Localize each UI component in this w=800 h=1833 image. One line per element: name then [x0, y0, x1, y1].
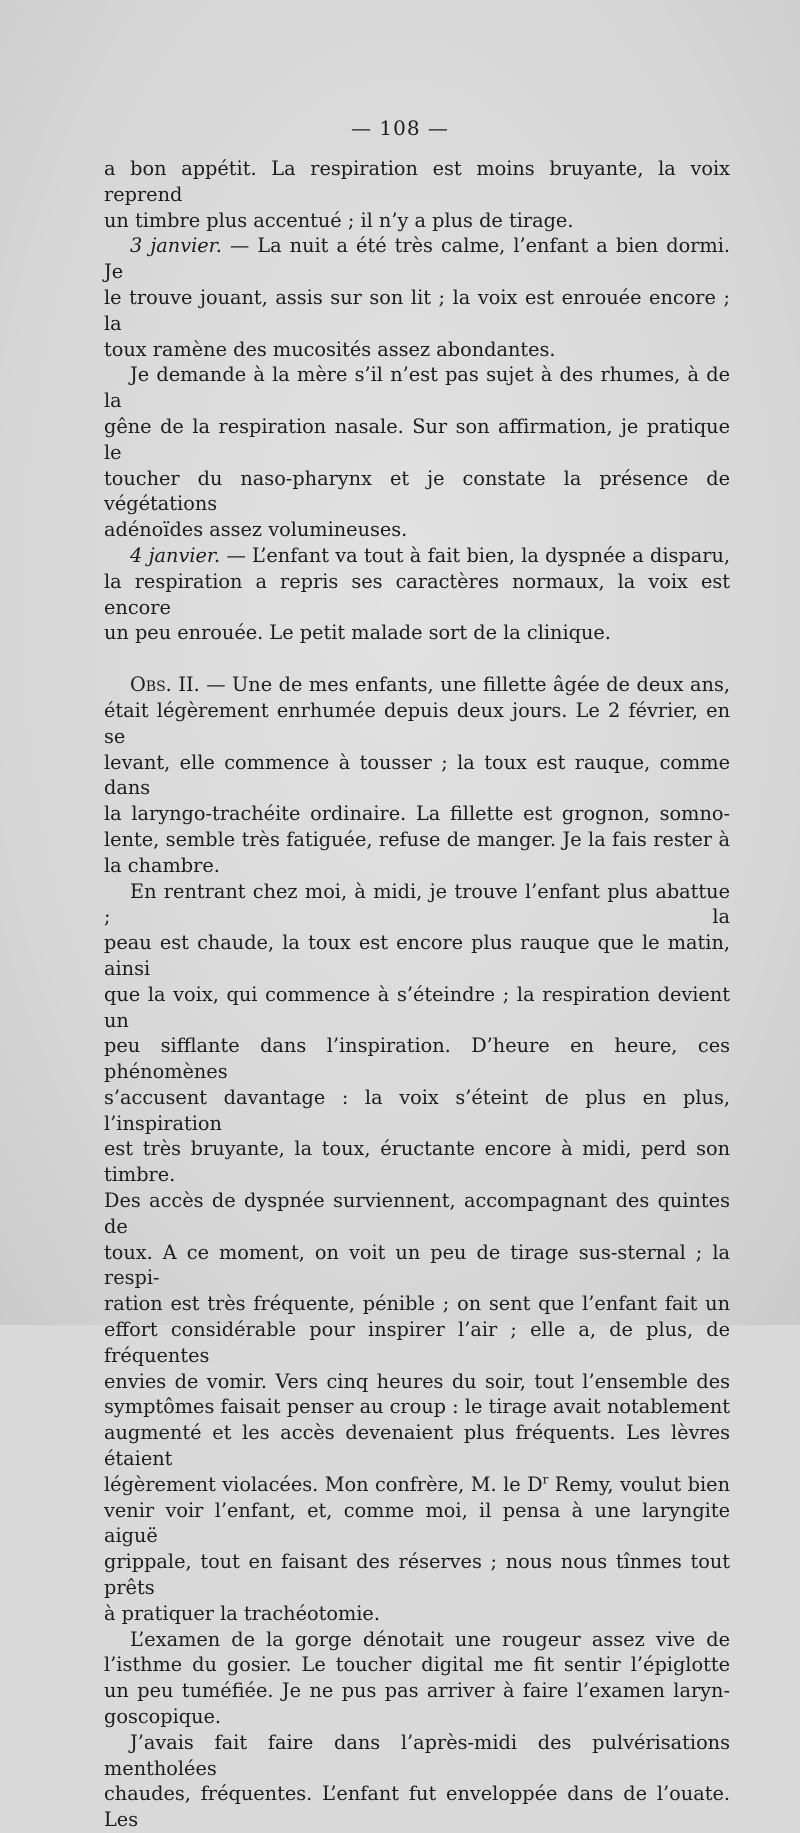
text-span: légèrement violacées. Mon confrère, M. le D — [104, 1472, 543, 1496]
text-span: Remy, voulut bien — [548, 1472, 730, 1496]
paragraph — [104, 362, 730, 543]
text-line: a bon appétit. La respiration est moins bruyante, la voix reprend — [104, 157, 730, 206]
paragraph — [104, 1627, 730, 1730]
text-line: envies de vomir. Vers cinq heures du soir, tout l’ensemble des — [104, 1369, 730, 1393]
body-text — [104, 156, 730, 1833]
date-heading: 4 janvier. — [130, 543, 221, 567]
text-line: chaudes, fréquentes. L’enfant fut enveloppée dans de l’ouate. Les — [104, 1782, 730, 1832]
paragraph — [104, 156, 730, 233]
text-line: gêne de la respiration nasale. Sur son affirmation, je pratique le — [104, 414, 730, 464]
text-line: augmenté et les accès devenaient plus fréquents. Les lèvres étaient — [104, 1421, 730, 1471]
text-line: est très bruyante, la toux, éructante encore à midi, perd son timbre. — [104, 1137, 730, 1187]
text-line: un timbre plus accentué ; il n’y a plus de tirage. — [104, 208, 574, 232]
text-line: venir voir l’enfant, et, comme moi, il pensa à une laryngite aiguë — [104, 1498, 730, 1548]
superscript: r — [542, 1472, 549, 1487]
text-line: effort considérable pour inspirer l’air ; elle a, de plus, de fréquentes — [104, 1318, 730, 1367]
text-line: la laryngo-trachéite ordinaire. La fillette est grognon, somno- — [104, 802, 730, 826]
text-line: peu sifflante dans l’inspiration. D’heure en heure, ces phénomènes — [104, 1034, 730, 1084]
paragraph — [104, 1730, 730, 1833]
paragraph — [104, 233, 730, 362]
text-line: un peu enrouée. Le petit malade sort de la clinique. — [104, 621, 611, 645]
text-line: Des accès de dyspnée surviennent, accompagnant des quintes de — [104, 1189, 730, 1238]
text-line: Je demande à la mère s’il n’est pas sujet à des rhumes, à de la — [104, 363, 730, 413]
text-line — [104, 233, 730, 285]
observation-label: Obs. II. — [130, 673, 200, 697]
text-line: L’examen de la gorge dénotait une rougeur assez vive de — [130, 1627, 730, 1651]
text-line: J’avais fait faire dans l’après-midi des pulvérisations mentholées — [104, 1730, 730, 1780]
text-span: — L’enfant va tout à fait bien, la dyspnée a disparu, — [220, 543, 730, 567]
text-line: toux. A ce moment, on voit un peu de tirage sus-sternal ; la respi- — [104, 1240, 730, 1290]
text-line: ration est très fréquente, pénible ; on sent que l’enfant fait un — [104, 1292, 730, 1316]
text-line: la respiration a repris ses caractères normaux, la voix est encore — [104, 569, 730, 619]
text-span: — Une de mes enfants, une fillette âgée de deux ans, — [199, 673, 730, 697]
text-line: goscopique. — [104, 1705, 222, 1729]
text-line: En rentrant chez moi, à midi, je trouve l’enfant plus abattue ; la — [104, 879, 730, 929]
text-line: symptômes faisait penser au croup : le tirage avait notablement — [104, 1395, 730, 1419]
text-line: s’accusent davantage : la voix s’éteint de plus en plus, l’inspiration — [104, 1085, 730, 1135]
text-line: un peu tuméfiée. Je ne pus pas arriver à faire l’examen laryn- — [104, 1679, 730, 1703]
text-line: toucher du naso-pharynx et je constate la présence de végétations — [104, 466, 730, 516]
date-heading: 3 janvier. — [130, 234, 222, 258]
text-line: que la voix, qui commence à s’éteindre ; la respiration devient un — [104, 982, 730, 1032]
text-line: la chambre. — [104, 853, 220, 877]
text-line: toux ramène des mucosités assez abondantes. — [104, 337, 556, 361]
text-line: l’isthme du gosier. Le toucher digital me fit sentir l’épiglotte — [104, 1653, 730, 1677]
page-number: — 108 — — [351, 116, 449, 140]
text-line — [104, 543, 730, 569]
text-line: peau est chaude, la toux est encore plus rauque que le matin, ainsi — [104, 931, 730, 980]
text-line: grippale, tout en faisant des réserves ; nous nous tînmes tout prêts — [104, 1550, 730, 1600]
paragraph — [104, 672, 730, 878]
text-line: adénoïdes assez volumineuses. — [104, 518, 408, 542]
paragraph — [104, 543, 730, 646]
text-line — [104, 672, 730, 698]
text-line: à pratiquer la trachéotomie. — [104, 1601, 380, 1625]
text-line: le trouve jouant, assis sur son lit ; la voix est enrouée encore ; la — [104, 285, 730, 335]
text-line: levant, elle commence à tousser ; la toux est rauque, comme dans — [104, 750, 730, 800]
text-line — [104, 1472, 730, 1498]
paragraph — [104, 879, 730, 1627]
text-line: était légèrement enrhumée depuis deux jours. Le 2 février, en se — [104, 698, 730, 748]
text-span: — La nuit a été très calme, l’enfant a bien dormi. Je — [104, 234, 730, 284]
text-line: lente, semble très fatiguée, refuse de manger. Je la fais rester à — [104, 827, 730, 851]
